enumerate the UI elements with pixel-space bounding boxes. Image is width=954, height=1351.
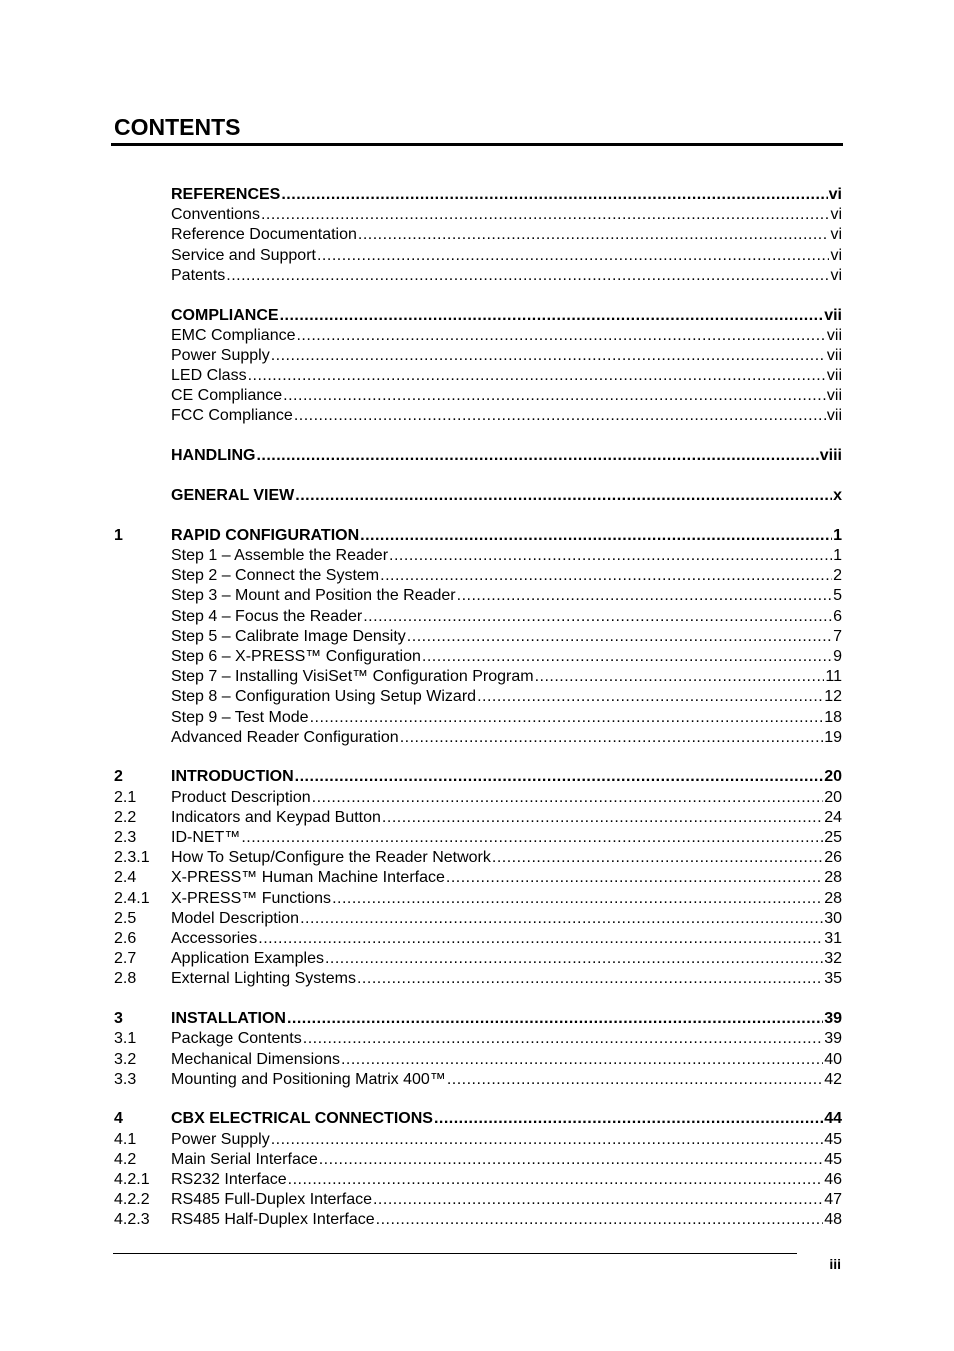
toc-entry[interactable]: [114, 607, 842, 627]
toc-spacer: [114, 1090, 842, 1110]
toc-dot-leader: [300, 909, 823, 929]
toc-entry-label: FCC Compliance: [171, 407, 293, 425]
toc-section-number: 2.5: [114, 909, 137, 927]
toc-dot-leader: [434, 1109, 823, 1129]
toc-dot-leader: [303, 1029, 823, 1049]
toc-page-number: 48: [824, 1211, 842, 1229]
footer-page-number: iii: [829, 1256, 841, 1272]
toc-section-number: 3.2: [114, 1050, 137, 1068]
toc-dot-leader: [477, 687, 823, 707]
toc-page-number: vii: [826, 387, 842, 405]
toc-page-number: vii: [826, 326, 842, 344]
toc-page-number: 26: [824, 849, 842, 867]
toc-page-number: viii: [819, 447, 842, 465]
toc-dot-leader: [373, 1190, 823, 1210]
toc-section-number: 3.1: [114, 1030, 137, 1048]
toc-section-number: 2.3.1: [114, 849, 150, 867]
toc-dot-leader: [358, 225, 830, 245]
toc-entry-label: ID-NET™: [171, 829, 241, 847]
toc-entry-label: CE Compliance: [171, 387, 283, 405]
toc-entry-label: Accessories: [171, 929, 258, 947]
toc-dot-leader: [261, 205, 829, 225]
toc-entry[interactable]: [114, 1050, 842, 1070]
toc-dot-leader: [226, 266, 829, 286]
toc-dot-leader: [407, 627, 832, 647]
toc-page-number: 1: [833, 547, 842, 564]
toc-entry-label: EMC Compliance: [171, 326, 296, 344]
toc-dot-leader: [258, 929, 823, 949]
toc-section-number: 2.8: [114, 970, 137, 988]
toc-entry[interactable]: [114, 326, 842, 346]
toc-page-number: vii: [826, 346, 842, 364]
toc-heading-entry[interactable]: [114, 306, 842, 326]
toc-entry-label: X-PRESS™ Functions: [171, 889, 332, 907]
toc-entry-label: Conventions: [171, 206, 260, 224]
toc-entry[interactable]: [114, 848, 842, 868]
toc-entry[interactable]: [114, 346, 842, 366]
toc-entry-label: Step 9 – Test Mode: [171, 708, 309, 726]
toc-section-number: 2.4: [114, 869, 137, 887]
toc-entry[interactable]: [114, 1130, 842, 1150]
toc-page-number: 11: [825, 668, 842, 686]
toc-dot-leader: [283, 386, 826, 406]
toc-dot-leader: [457, 586, 832, 606]
toc-entry-label: REFERENCES: [171, 186, 281, 203]
toc-page-number: 25: [824, 829, 842, 847]
toc-page-number: 24: [824, 808, 842, 826]
toc-dot-leader: [280, 306, 824, 326]
toc-entry-label: Product Description: [171, 788, 311, 806]
toc-entry-label: GENERAL VIEW: [171, 487, 295, 505]
toc-heading-entry[interactable]: [114, 185, 842, 205]
toc-page-number: 45: [824, 1150, 842, 1168]
toc-entry-label: Power Supply: [171, 1130, 270, 1148]
toc-section-number: 2.2: [114, 808, 137, 826]
table-of-contents: [114, 185, 842, 1231]
toc-page-number: 7: [833, 627, 842, 645]
toc-dot-leader: [446, 868, 823, 888]
toc-spacer: [114, 748, 842, 768]
toc-page-number: 42: [824, 1070, 842, 1088]
toc-entry[interactable]: [114, 1070, 842, 1090]
toc-entry-label: Mounting and Positioning Matrix 400™: [171, 1070, 446, 1088]
toc-entry[interactable]: [114, 909, 842, 929]
toc-spacer: [114, 427, 842, 447]
toc-entry-label: Step 7 – Installing VisiSet™ Configuration Program: [171, 668, 534, 686]
toc-heading-entry[interactable]: [114, 767, 842, 787]
toc-entry[interactable]: [114, 1029, 842, 1049]
toc-page-number: 31: [824, 929, 842, 947]
toc-heading-entry[interactable]: [114, 1009, 842, 1029]
toc-entry-label: Step 1 – Assemble the Reader: [171, 547, 389, 564]
toc-dot-leader: [294, 406, 826, 426]
toc-entry[interactable]: [114, 406, 842, 426]
toc-page-number: 28: [824, 869, 842, 887]
toc-dot-leader: [492, 848, 823, 868]
toc-page-number: 46: [824, 1171, 842, 1189]
toc-entry[interactable]: [114, 889, 842, 909]
toc-entry-label: Step 2 – Connect the System: [171, 567, 380, 585]
toc-page-number: vii: [826, 407, 842, 425]
toc-entry-label: RS485 Full-Duplex Interface: [171, 1191, 372, 1209]
toc-page-number: 18: [824, 708, 842, 726]
toc-entry[interactable]: [114, 1210, 842, 1230]
toc-page-number: 2: [833, 567, 842, 585]
toc-heading-entry[interactable]: [114, 1109, 842, 1129]
toc-dot-leader: [447, 1070, 823, 1090]
toc-entry[interactable]: [114, 687, 842, 707]
toc-entry-label: Patents: [171, 266, 226, 284]
toc-spacer: [114, 990, 842, 1010]
toc-entry[interactable]: [114, 1190, 842, 1210]
toc-entry-label: Main Serial Interface: [171, 1150, 318, 1168]
toc-dot-leader: [400, 728, 824, 748]
toc-page-number: vi: [828, 186, 842, 203]
toc-entry[interactable]: [114, 386, 842, 406]
toc-dot-leader: [271, 1130, 823, 1150]
toc-entry[interactable]: [114, 647, 842, 667]
toc-section-number: 3.3: [114, 1070, 137, 1088]
toc-entry[interactable]: [114, 728, 842, 748]
toc-dot-leader: [376, 1210, 824, 1230]
toc-entry-label: COMPLIANCE: [171, 306, 279, 324]
toc-section-number: 4.2.1: [114, 1171, 150, 1189]
toc-page-number: 20: [824, 788, 842, 806]
toc-page-number: 39: [824, 1030, 842, 1048]
toc-page-number: 28: [824, 889, 842, 907]
toc-section-number: 4.2.3: [114, 1211, 150, 1229]
toc-page-number: x: [833, 487, 842, 505]
toc-entry-label: Step 8 – Configuration Using Setup Wizard: [171, 688, 477, 706]
toc-entry-label: RS485 Half-Duplex Interface: [171, 1211, 375, 1229]
toc-entry[interactable]: [114, 627, 842, 647]
toc-entry[interactable]: [114, 246, 842, 266]
toc-entry[interactable]: [114, 366, 842, 386]
toc-section-number: 2: [114, 768, 123, 786]
toc-entry-label: Model Description: [171, 909, 300, 927]
toc-page-number: 35: [824, 970, 842, 988]
toc-dot-leader: [317, 246, 829, 266]
toc-dot-leader: [360, 526, 832, 546]
toc-section-number: 4: [114, 1110, 123, 1128]
toc-entry[interactable]: [114, 225, 842, 245]
toc-section-number: 4.1: [114, 1130, 137, 1148]
toc-entry[interactable]: [114, 929, 842, 949]
toc-entry-label: Step 3 – Mount and Position the Reader: [171, 587, 456, 605]
toc-dot-leader: [288, 1170, 824, 1190]
toc-entry-label: X-PRESS™ Human Machine Interface: [171, 869, 445, 887]
toc-entry-label: Indicators and Keypad Button: [171, 808, 381, 826]
toc-dot-leader: [256, 446, 818, 466]
toc-entry[interactable]: [114, 205, 842, 225]
toc-section-number: 3: [114, 1010, 123, 1028]
toc-dot-leader: [341, 1050, 823, 1070]
toc-page-number: vi: [830, 266, 842, 284]
toc-dot-leader: [332, 889, 823, 909]
toc-entry-label: Step 4 – Focus the Reader: [171, 607, 363, 625]
toc-section-number: 2.3: [114, 829, 137, 847]
toc-page-number: 20: [824, 768, 842, 786]
toc-dot-leader: [319, 1150, 823, 1170]
toc-spacer: [114, 466, 842, 486]
toc-entry-label: INSTALLATION: [171, 1010, 286, 1028]
toc-page-number: 12: [824, 688, 842, 706]
toc-section-number: 2.6: [114, 929, 137, 947]
page-title: CONTENTS: [114, 114, 241, 140]
toc-heading-entry[interactable]: [114, 486, 842, 506]
toc-dot-leader: [422, 647, 832, 667]
toc-page-number: vi: [830, 246, 842, 264]
toc-dot-leader: [535, 667, 825, 687]
toc-entry-label: Step 6 – X-PRESS™ Configuration: [171, 647, 421, 665]
toc-section-number: 4.2.2: [114, 1191, 150, 1209]
toc-page-number: 9: [833, 647, 842, 665]
toc-entry[interactable]: [114, 266, 842, 286]
toc-dot-leader: [248, 366, 826, 386]
toc-dot-leader: [382, 808, 823, 828]
toc-dot-leader: [295, 486, 832, 506]
toc-section-number: 2.7: [114, 950, 137, 968]
toc-dot-leader: [310, 708, 824, 728]
toc-page-number: 5: [833, 587, 842, 605]
toc-entry-label: CBX ELECTRICAL CONNECTIONS: [171, 1110, 433, 1128]
toc-page-number: 6: [833, 607, 842, 625]
toc-page-number: vi: [830, 226, 842, 244]
toc-page-number: 40: [824, 1050, 842, 1068]
toc-page-number: 39: [824, 1010, 842, 1028]
toc-entry[interactable]: [114, 566, 842, 586]
toc-section-number: 2.4.1: [114, 889, 150, 907]
toc-entry[interactable]: [114, 667, 842, 687]
toc-dot-leader: [325, 949, 823, 969]
toc-page-number: 44: [824, 1110, 842, 1128]
toc-entry-label: Power Supply: [171, 346, 270, 364]
toc-page-number: vii: [826, 367, 842, 385]
toc-page-number: 45: [824, 1130, 842, 1148]
toc-page-number: 30: [824, 909, 842, 927]
toc-page-number: 19: [824, 728, 842, 746]
title-rule: [111, 143, 843, 146]
toc-page-number: 47: [824, 1191, 842, 1209]
toc-entry-label: Advanced Reader Configuration: [171, 728, 399, 746]
toc-entry-label: External Lighting Systems: [171, 970, 356, 988]
toc-entry-label: How To Setup/Configure the Reader Network: [171, 849, 491, 867]
toc-dot-leader: [389, 546, 832, 566]
toc-entry-label: Step 5 – Calibrate Image Density: [171, 627, 406, 645]
toc-entry[interactable]: [114, 708, 842, 728]
toc-page-number: 1: [833, 526, 842, 544]
toc-dot-leader: [357, 969, 823, 989]
toc-dot-leader: [296, 326, 825, 346]
toc-entry[interactable]: [114, 788, 842, 808]
toc-entry[interactable]: [114, 546, 842, 566]
toc-entry[interactable]: [114, 969, 842, 989]
footer-rule: [113, 1253, 797, 1254]
toc-entry[interactable]: [114, 1170, 842, 1190]
toc-entry-label: RS232 Interface: [171, 1171, 287, 1189]
toc-entry[interactable]: [114, 808, 842, 828]
toc-dot-leader: [295, 767, 824, 787]
toc-dot-leader: [281, 185, 827, 205]
toc-dot-leader: [363, 607, 832, 627]
toc-dot-leader: [312, 788, 824, 808]
toc-page-number: vii: [824, 306, 842, 324]
toc-heading-entry[interactable]: [114, 526, 842, 546]
toc-dot-leader: [287, 1009, 823, 1029]
toc-entry-label: Application Examples: [171, 950, 324, 968]
toc-entry[interactable]: [114, 1150, 842, 1170]
toc-dot-leader: [271, 346, 826, 366]
toc-page-number: vi: [830, 206, 842, 224]
toc-heading-entry[interactable]: [114, 446, 842, 466]
toc-dot-leader: [241, 828, 823, 848]
toc-entry-label: Reference Documentation: [171, 226, 357, 244]
toc-entry-label: Mechanical Dimensions: [171, 1050, 340, 1068]
toc-spacer: [114, 286, 842, 306]
toc-entry[interactable]: [114, 868, 842, 888]
toc-spacer: [114, 506, 842, 526]
toc-page-number: 32: [824, 950, 842, 968]
toc-entry[interactable]: [114, 828, 842, 848]
toc-entry-label: LED Class: [171, 367, 247, 385]
toc-entry-label: Package Contents: [171, 1030, 302, 1048]
toc-entry-label: Service and Support: [171, 246, 316, 264]
toc-section-number: 4.2: [114, 1150, 137, 1168]
toc-entry[interactable]: [114, 949, 842, 969]
toc-entry-label: HANDLING: [171, 447, 256, 465]
toc-entry[interactable]: [114, 586, 842, 606]
toc-section-number: 1: [114, 526, 123, 544]
toc-dot-leader: [380, 566, 832, 586]
toc-entry-label: RAPID CONFIGURATION: [171, 526, 360, 544]
toc-section-number: 2.1: [114, 788, 137, 806]
toc-entry-label: INTRODUCTION: [171, 768, 294, 786]
